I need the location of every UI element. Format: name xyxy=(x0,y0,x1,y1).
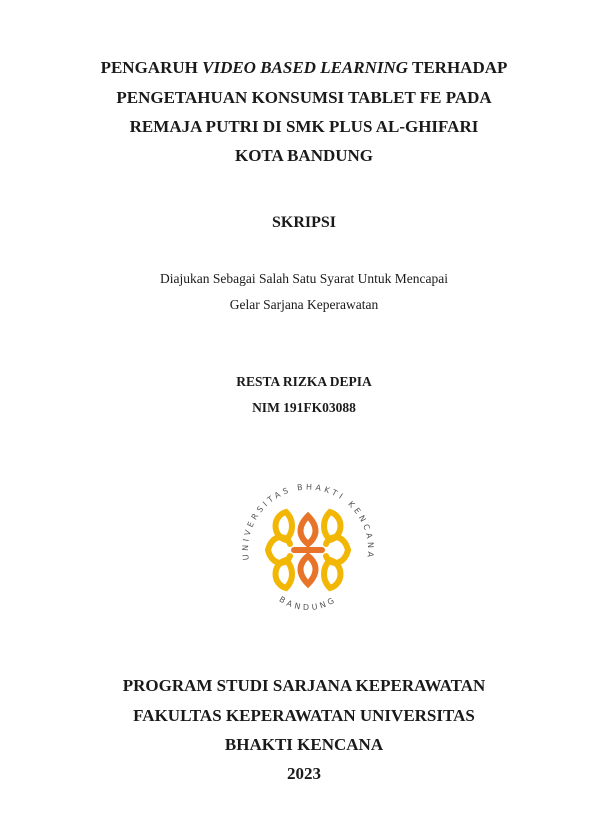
university-logo xyxy=(228,470,388,630)
author-name: RESTA RIZKA DEPIA xyxy=(236,374,372,389)
title-prefix: PENGARUH xyxy=(100,58,203,77)
title-italic: VIDEO BASED LEARNING xyxy=(202,58,409,77)
purpose-line-2: Gelar Sarjana Keperawatan xyxy=(229,297,379,312)
document-type: SKRIPSI xyxy=(271,214,337,231)
institution-line-3: BHAKTI KENCANA xyxy=(224,735,384,754)
year: 2023 xyxy=(287,764,321,783)
logo-ring-text: UNIVERSITAS BHAKTI KENCANA xyxy=(240,482,376,561)
institution-line-1: PROGRAM STUDI SARJANA KEPERAWATAN xyxy=(122,676,486,695)
logo-bottom-text: BANDUNG xyxy=(277,594,339,613)
title-line-3: REMAJA PUTRI DI SMK PLUS AL-GHIFARI xyxy=(129,117,479,136)
logo-emblem xyxy=(268,512,348,588)
author-nim: NIM 191FK03088 xyxy=(252,400,356,415)
title-line-4: KOTA BANDUNG xyxy=(234,146,374,165)
title-suffix: TERHADAP xyxy=(408,58,508,77)
title-line-1 xyxy=(0,58,608,78)
purpose-line-1: Diajukan Sebagai Salah Satu Syarat Untuk Mencapai xyxy=(160,271,448,286)
title-line-2: PENGETAHUAN KONSUMSI TABLET FE PADA xyxy=(116,88,492,107)
institution-line-2: FAKULTAS KEPERAWATAN UNIVERSITAS xyxy=(133,706,475,725)
